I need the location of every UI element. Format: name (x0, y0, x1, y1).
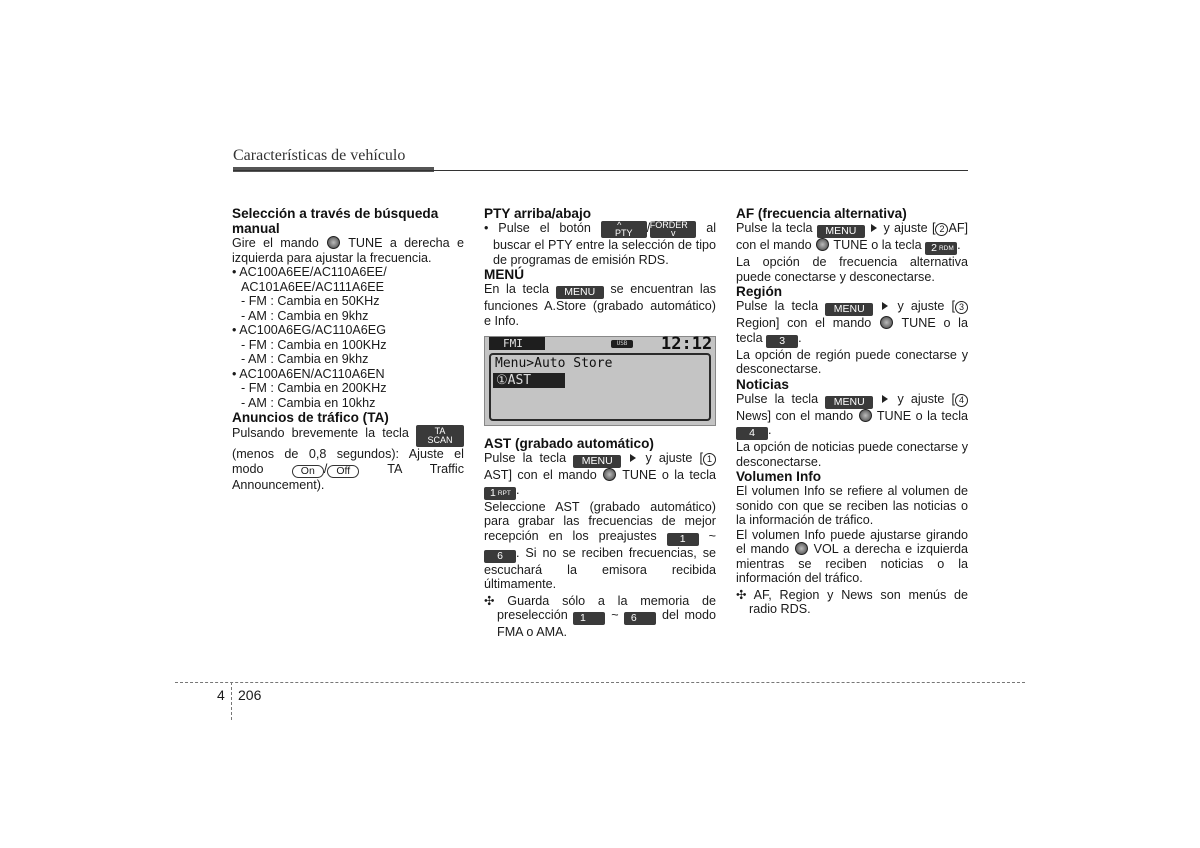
page-title: Características de vehículo (233, 147, 406, 164)
text: y ajuste [ (645, 451, 704, 465)
model-line: • AC100A6EN/AC110A6EN (232, 366, 385, 381)
text: Pulse la tecla (736, 299, 819, 313)
section-heading-ast: AST (grabado automático) (484, 436, 654, 451)
text: del modo FMA o AMA. (497, 608, 717, 639)
key-label: 1 (490, 486, 496, 499)
fm-step: - FM : Cambia en 100KHz (241, 337, 387, 352)
text: / (323, 461, 328, 476)
text: ~ (708, 528, 716, 543)
arrow-right-icon (871, 224, 877, 232)
key-sublabel: RPT (497, 489, 511, 497)
text: Pulse la tecla (736, 391, 819, 406)
text: . (957, 238, 961, 252)
text: / (646, 221, 651, 235)
text: • Pulse el botón (484, 221, 591, 235)
paragraph-news-1 (736, 392, 968, 441)
model-line: AC101A6EE/AC111A6EE (241, 279, 385, 294)
text: VOL a derecha e izquierda mientras se reciben noticias o la información del tráfico. (736, 542, 969, 585)
text: AF] con el mando (736, 221, 969, 252)
text: News] con el mando (736, 408, 854, 423)
text: Gire el mando (232, 236, 319, 250)
am-step: - AM : Cambia en 9khz (241, 352, 369, 366)
paragraph-volume-2 (736, 528, 968, 586)
paragraph-news-2: La opción de noticias puede conectarse y desconectarse. (736, 440, 968, 469)
text: . (516, 482, 520, 497)
menu-key-icon: MENU (817, 225, 865, 238)
text: TUNE o la tecla (622, 468, 717, 482)
section-heading-news: Noticias (736, 376, 789, 392)
display-breadcrumb: Menu>Auto Store (495, 356, 613, 371)
text: Pulse la tecla (484, 451, 567, 465)
menu-key-icon: MENU (556, 286, 604, 299)
arrow-right-icon (630, 454, 636, 462)
column-left (232, 206, 464, 492)
text: y ajuste [ (897, 391, 956, 406)
preset-1-rpt-key-icon (484, 487, 516, 500)
model-line: • AC100A6EG/AC110A6EG (232, 323, 386, 337)
preset-6-key-icon: 6 (624, 612, 656, 625)
model-line: • AC100A6EE/AC110A6EE/ (232, 265, 387, 279)
key-label: TA (434, 426, 446, 436)
text: al buscar el PTY entre la selección de tipo de programas de emisión RDS. (493, 221, 716, 267)
paragraph-traffic (232, 425, 464, 492)
band-indicator: FMI (489, 337, 545, 350)
text: y ajuste [ (897, 299, 956, 313)
text: . (768, 423, 772, 437)
preset-6-key-icon: 6 (484, 550, 516, 563)
key-label: FORDER (649, 220, 688, 230)
menu-key-icon: MENU (825, 396, 873, 409)
radio-display-illustration (484, 336, 716, 426)
page-number: 206 (238, 687, 262, 703)
paragraph-region-1 (736, 299, 968, 348)
text: ✣ Guarda sólo a la memoria de preselección (484, 593, 716, 622)
text: El volumen Info puede ajustarse girando el mando (736, 527, 968, 556)
column-right (736, 206, 968, 617)
column-middle (484, 206, 716, 640)
page-header (233, 145, 968, 173)
display-menu-box (489, 353, 711, 421)
tune-knob-icon (880, 316, 893, 329)
paragraph-pty (484, 221, 716, 267)
footer-dashed-rule (175, 682, 1025, 683)
text: TUNE o la tecla (833, 238, 922, 252)
fm-step: - FM : Cambia en 50KHz (241, 294, 380, 308)
header-rule (233, 170, 968, 171)
text: TUNE o la tecla (876, 408, 969, 423)
paragraph-ast-2 (484, 500, 716, 592)
display-selected-item: ①AST (493, 373, 565, 388)
text: se encuentran las funciones A.Store (grabado automático) e Info. (484, 282, 717, 328)
paragraph-menu (484, 282, 716, 328)
text: y ajuste [ (883, 221, 936, 235)
on-pill: On (292, 465, 324, 478)
tune-knob-icon (603, 468, 616, 481)
pty-up-key-icon: ^ PTY (601, 221, 647, 238)
note-ast (484, 594, 716, 640)
section-heading-traffic: Anuncios de tráfico (TA) (232, 410, 389, 425)
vol-knob-icon (795, 542, 808, 555)
ta-scan-key-icon (416, 425, 464, 447)
usb-icon: USB (611, 340, 633, 348)
preset-1-key-icon: 1 (667, 533, 699, 546)
footer-dashed-divider (231, 682, 232, 720)
note-rds: ✣ AF, Region y News son menús de radio RDS. (736, 587, 968, 616)
paragraph-region-2: La opción de región puede conectarse y desconectarse. (736, 347, 968, 376)
off-pill: Off (327, 465, 359, 478)
paragraph-tune (232, 236, 464, 265)
key-label: 2 (931, 242, 937, 254)
section-heading-region: Región (736, 284, 783, 299)
section-heading-volume-info: Volumen Info (736, 469, 822, 484)
text: TA Traffic Announcement). (232, 461, 464, 492)
preset-2-rdm-key-icon (925, 242, 957, 255)
circled-number-icon: 4 (955, 394, 968, 407)
text: Pulse la tecla (736, 221, 813, 235)
key-label: SCAN (427, 435, 453, 445)
paragraph-ast-1 (484, 451, 716, 500)
text: TUNE o la tecla (736, 316, 968, 345)
section-heading-manual-search: Selección a través de búsqueda manual (232, 206, 439, 236)
circled-number-icon: 2 (935, 223, 948, 236)
preset-1-key-icon: 1 (573, 612, 605, 625)
key-label: PTY (615, 228, 633, 238)
am-step: - AM : Cambia en 10khz (241, 395, 376, 410)
circled-number-icon: 3 (955, 301, 968, 314)
display-clock: 12:12 (661, 334, 713, 354)
menu-key-icon: MENU (573, 455, 621, 468)
text: (menos de 0,8 segundos): Ajuste el modo (232, 447, 464, 476)
am-step: - AM : Cambia en 9khz (241, 308, 369, 323)
text: ~ (611, 608, 619, 622)
paragraph-af-2: La opción de frecuencia alternativa puede conectarse y desconectarse. (736, 255, 968, 284)
section-heading-af: AF (frecuencia alternativa) (736, 206, 907, 221)
tune-knob-icon (327, 236, 340, 249)
text: . Si no se reciben frecuencias, se escuchará la emisora recibida últimamente. (484, 545, 716, 591)
page-footer (0, 676, 1200, 726)
key-sublabel: RDM (938, 245, 954, 252)
text: Seleccione AST (grabado automático) para grabar las frecuencias de mejor recepción en los preajustes (484, 499, 716, 543)
section-heading-menu: MENÚ (484, 267, 525, 282)
paragraph-af-1 (736, 221, 968, 255)
text: AST] con el mando (484, 468, 597, 482)
circled-number-icon: 1 (703, 453, 716, 466)
arrow-right-icon (882, 395, 888, 403)
text: . (798, 330, 802, 345)
text: TUNE a derecha e izquierda para ajustar la frecuencia. (232, 236, 464, 265)
section-heading-pty: PTY arriba/abajo (484, 206, 592, 221)
paragraph-volume-1: El volumen Info se refiere al volumen de sonido con que se reciben las noticias o la información de tráfico. (736, 484, 968, 527)
tune-knob-icon (816, 238, 829, 251)
text: Region] con el mando (736, 316, 872, 330)
forder-down-key-icon: FORDER v (650, 221, 696, 238)
arrow-right-icon (882, 302, 888, 310)
preset-4-key-icon: 4 (736, 427, 768, 440)
fm-step: - FM : Cambia en 200KHz (241, 381, 387, 395)
text: Pulsando brevemente la tecla (232, 426, 409, 440)
chapter-number: 4 (217, 687, 225, 703)
menu-key-icon: MENU (825, 303, 873, 316)
tune-knob-icon (859, 409, 872, 422)
text: En la tecla (484, 282, 550, 296)
preset-3-key-icon: 3 (766, 335, 798, 348)
